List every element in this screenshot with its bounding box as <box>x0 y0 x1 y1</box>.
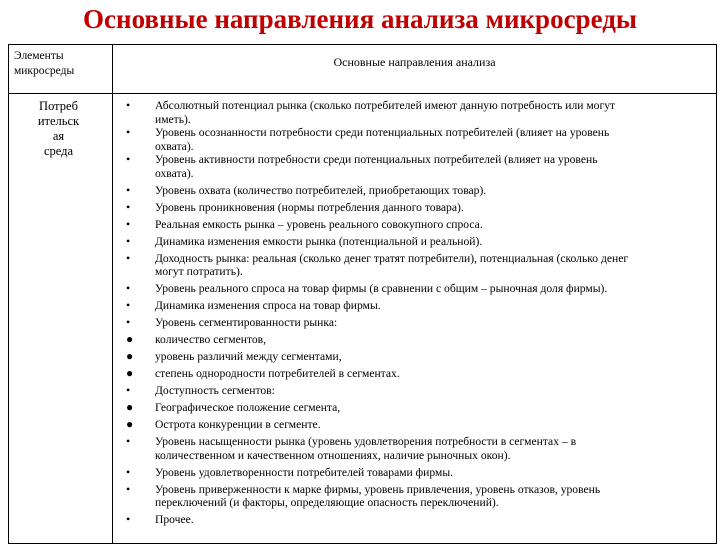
list-item-line: Динамика изменения емкости рынка (потенциальной и реальной). <box>155 234 483 248</box>
list-item-line: охвата). <box>155 166 194 180</box>
header-elements-cell <box>9 45 113 94</box>
element-line: Потреб <box>39 99 78 113</box>
list-item-line: уровень различий между сегментами, <box>155 350 342 364</box>
bullet-icon: • <box>126 233 131 248</box>
list-item <box>113 153 716 180</box>
bullet-icon: ● <box>126 417 134 432</box>
list-item <box>113 218 716 232</box>
list-item <box>113 316 716 330</box>
list-item-line: Уровень проникновения (нормы потребления данного товара). <box>155 200 464 214</box>
bullet-icon: • <box>126 512 131 527</box>
directions-list <box>113 94 716 527</box>
bullet-icon: • <box>126 98 131 112</box>
list-item <box>113 350 716 364</box>
list-item-line: Уровень удовлетворенности потребителей товарами фирмы. <box>155 465 454 479</box>
list-item-line: Прочее. <box>155 513 194 527</box>
bullet-icon: ● <box>126 400 134 415</box>
bullet-icon: • <box>126 481 131 496</box>
list-item-line: Географическое положение сегмента, <box>155 401 341 415</box>
list-item <box>113 418 716 432</box>
element-cell <box>9 94 113 544</box>
bullet-icon: • <box>126 434 131 449</box>
bullet-icon: • <box>126 383 131 398</box>
list-item-line: Острота конкуренции в сегменте. <box>155 418 321 432</box>
list-item-line: количество сегментов, <box>155 333 267 347</box>
analysis-table <box>8 44 717 544</box>
header-directions-cell: Основные направления анализа <box>113 45 717 94</box>
table-header-row <box>9 45 717 94</box>
list-item-line: количественном и качественном отношениях, наличие рыночных окон). <box>155 448 511 462</box>
list-item-line: Уровень активности потребности среди потенциальных потребителей (влияет на уровень <box>155 153 598 167</box>
bullet-icon: • <box>126 281 131 296</box>
bullet-icon: • <box>126 464 131 479</box>
bullet-icon: • <box>126 152 131 167</box>
list-item <box>113 299 716 313</box>
list-item <box>113 333 716 347</box>
list-item <box>113 184 716 198</box>
list-item-line: степень однородности потребителей в сегментах. <box>155 367 400 381</box>
bullet-icon: • <box>126 125 131 140</box>
list-item-line: Абсолютный потенциал рынка (сколько потребителей имеют данную потребность или могут <box>155 99 616 112</box>
list-item-line: иметь). <box>155 112 191 126</box>
list-item <box>113 401 716 415</box>
element-line: ая <box>52 129 65 143</box>
list-item <box>113 201 716 215</box>
list-item <box>113 252 716 279</box>
list-item-line: Динамика изменения спроса на товар фирмы. <box>155 299 381 313</box>
list-item <box>113 384 716 398</box>
list-item <box>113 483 716 510</box>
list-item <box>113 282 716 296</box>
list-item-line: переключений (и факторы, определяющие опасность переключений). <box>155 496 499 510</box>
directions-cell <box>113 94 717 544</box>
list-item-line: охвата). <box>155 139 194 153</box>
list-item-line: Реальная емкость рынка – уровень реального совокупного спроса. <box>155 217 483 231</box>
table-body-row <box>9 94 717 544</box>
bullet-icon: • <box>126 182 131 197</box>
bullet-icon: • <box>126 298 131 313</box>
list-item-line: Уровень сегментированности рынка: <box>155 316 338 330</box>
list-item-line: Уровень реального спроса на товар фирмы (в сравнении с общим – рыночная доля фирмы). <box>155 282 608 296</box>
list-item-line: Уровень осознанности потребности среди потенциальных потребителей (влияет на уровень <box>155 126 610 140</box>
bullet-icon: ● <box>126 366 134 381</box>
list-item-line: Уровень насыщенности рынка (уровень удовлетворения потребности в сегментах – в <box>155 435 577 449</box>
list-item-line: Доходность рынка: реальная (сколько денег тратят потребители), потенциальная (сколько денег <box>155 251 629 265</box>
list-item <box>113 99 716 126</box>
list-item <box>113 235 716 249</box>
page-title: Основные направления анализа микросреды <box>83 4 637 34</box>
list-item <box>113 435 716 462</box>
list-item-line: Уровень приверженности к марке фирмы, уровень привлечения, уровень отказов, уровень <box>155 482 601 496</box>
bullet-icon: ● <box>126 349 134 364</box>
header-left-line: микросреды <box>14 65 75 77</box>
header-left-line: Элементы <box>14 50 64 62</box>
bullet-icon: • <box>126 250 131 265</box>
element-line: ительск <box>37 114 80 128</box>
list-item <box>113 513 716 527</box>
bullet-icon: ● <box>126 332 134 347</box>
element-line: среда <box>43 144 74 158</box>
bullet-icon: • <box>126 216 131 231</box>
list-item <box>113 126 716 153</box>
list-item <box>113 367 716 381</box>
list-item-line: Уровень охвата (количество потребителей, приобретающих товар). <box>155 183 487 197</box>
list-item <box>113 466 716 480</box>
list-item-line: могут потратить). <box>155 265 243 279</box>
bullet-icon: • <box>126 199 131 214</box>
list-item-line: Доступность сегментов: <box>155 384 275 398</box>
bullet-icon: • <box>126 315 131 330</box>
